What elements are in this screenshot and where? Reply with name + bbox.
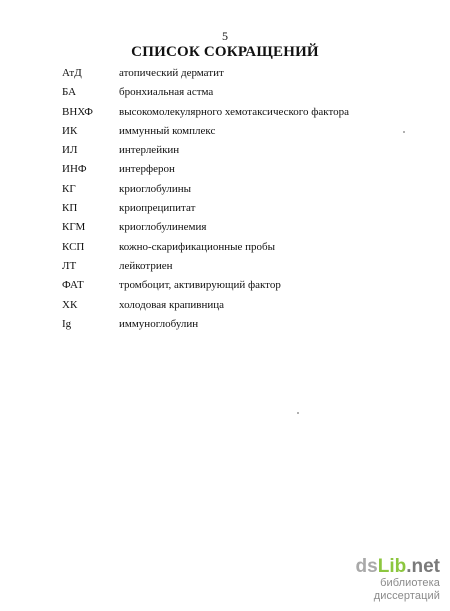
- abbreviation-definition: тромбоцит, активирующий фактор: [119, 279, 281, 292]
- abbreviation-code: ЛТ: [62, 259, 77, 272]
- watermark-logo-net: .net: [406, 556, 440, 577]
- abbreviation-definition: холодовая крапивница: [119, 298, 225, 311]
- abbreviation-list: [0, 66, 450, 336]
- abbreviation-code: ВНХФ: [62, 105, 93, 118]
- abbreviation-code: КП: [62, 202, 78, 215]
- abbreviation-definition: криоглобулинемия: [119, 221, 207, 234]
- abbreviation-code: ХК: [62, 298, 78, 311]
- abbreviation-row: [0, 85, 450, 104]
- watermark-logo: [318, 557, 440, 577]
- abbreviation-row: [0, 220, 450, 239]
- abbreviation-code: КСП: [62, 240, 85, 253]
- abbreviation-definition: кожно-скарификационные пробы: [119, 240, 276, 253]
- abbreviation-code: Ig: [62, 317, 72, 330]
- abbreviation-code: ИНФ: [62, 163, 87, 176]
- page-title: СПИСОК СОКРАЩЕНИЙ: [131, 44, 319, 60]
- abbreviation-definition: криопреципитат: [119, 202, 196, 215]
- abbreviation-code: КГМ: [62, 221, 86, 234]
- abbreviation-code: КГ: [62, 182, 76, 195]
- abbreviation-definition: иммуноглобулин: [119, 317, 199, 330]
- abbreviation-code: АтД: [62, 67, 82, 79]
- abbreviation-row: [0, 317, 450, 336]
- abbreviation-code: ИК: [62, 124, 78, 137]
- abbreviation-row: [0, 182, 450, 201]
- abbreviation-row: [0, 124, 450, 143]
- abbreviation-code: ИЛ: [62, 144, 78, 157]
- abbreviation-row: [0, 66, 450, 85]
- abbreviation-code: ФАТ: [62, 279, 84, 292]
- abbreviation-definition: высокомолекулярного хемотаксического фактора: [119, 105, 350, 118]
- abbreviation-row: [0, 278, 450, 297]
- abbreviation-code: БА: [62, 86, 77, 99]
- abbreviation-row: [0, 201, 450, 220]
- watermark: [318, 557, 440, 603]
- page-number: 5: [222, 29, 228, 43]
- watermark-tagline: библиотека диссертаций: [373, 577, 440, 602]
- abbreviation-row: [0, 298, 450, 317]
- abbreviation-definition: атопический дерматит: [119, 67, 224, 79]
- watermark-logo-ds: ds: [355, 556, 378, 577]
- abbreviation-definition: бронхиальная астма: [119, 86, 214, 99]
- abbreviation-definition: интерферон: [119, 163, 175, 176]
- abbreviation-row: [0, 143, 450, 162]
- abbreviation-row: [0, 162, 450, 181]
- abbreviation-definition: интерлейкин: [119, 144, 180, 157]
- watermark-logo-lib: Lib: [377, 556, 407, 577]
- abbreviation-row: [0, 105, 450, 124]
- scan-speck: [297, 412, 299, 414]
- abbreviation-row: [0, 240, 450, 259]
- scan-speck: [403, 131, 405, 133]
- abbreviation-row: [0, 259, 450, 278]
- abbreviation-definition: криоглобулины: [119, 182, 192, 195]
- abbreviation-definition: лейкотриен: [119, 259, 173, 272]
- abbreviation-definition: иммунный комплекс: [119, 124, 216, 137]
